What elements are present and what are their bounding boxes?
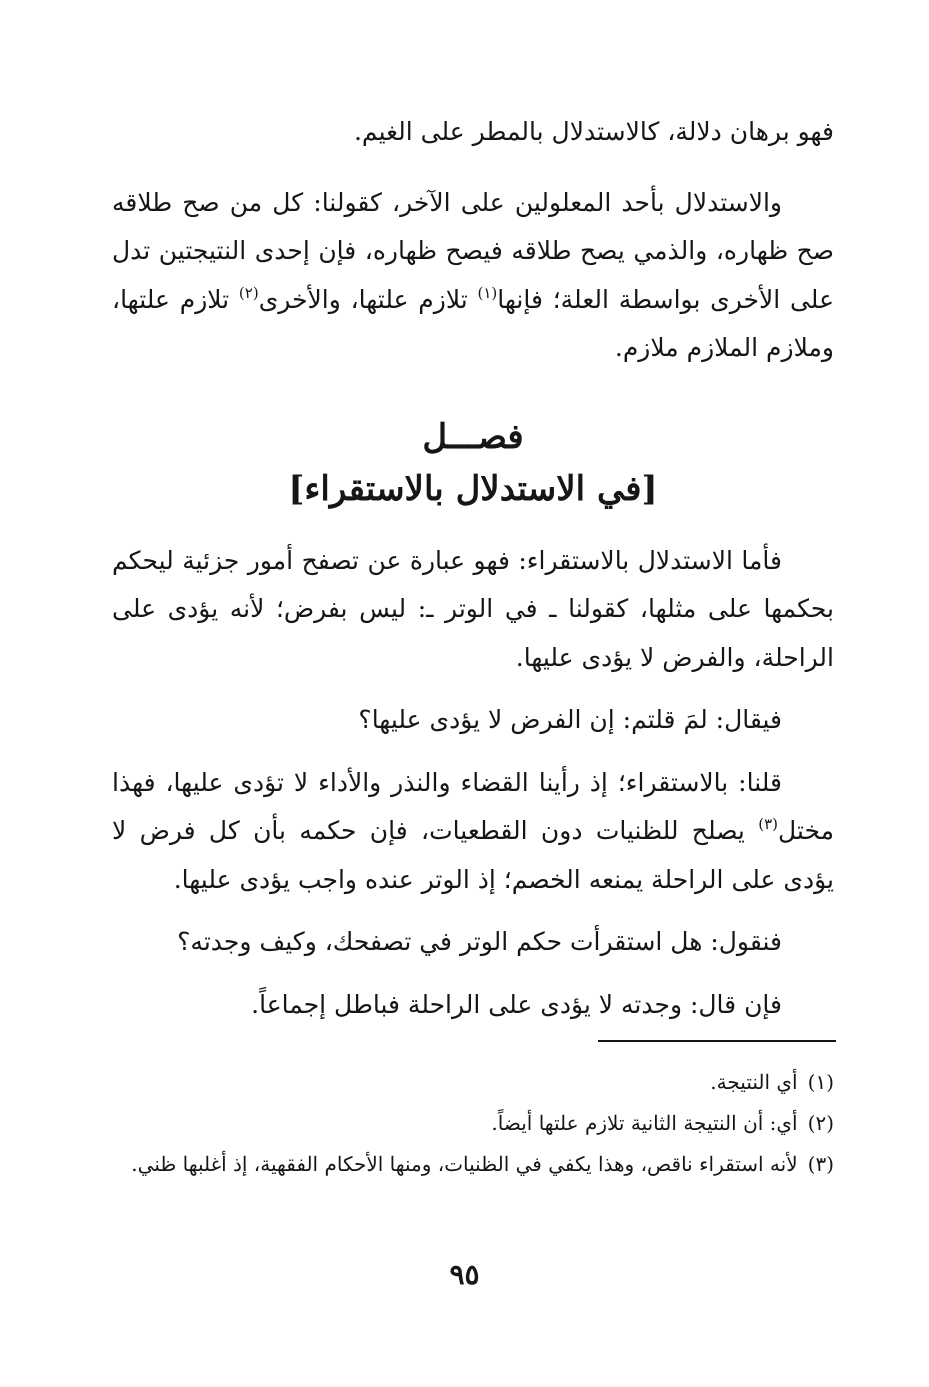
section-heading [112,411,834,515]
footnote-item [112,1103,834,1144]
footnote-text: أي: أن النتيجة الثانية تلازم علتها أيضاً. [491,1111,798,1135]
footnote-number: (٣) [807,1152,834,1176]
paragraph-7 [112,981,834,1030]
paragraph-7-text: فإن قال: وجدته لا يؤدى على الراحلة فباطل إجماعاً. [251,989,782,1019]
paragraph-4-text: فيقال: لمَ قلتم: إن الفرض لا يؤدى عليها؟ [358,705,782,734]
main-text [112,108,834,1043]
footnote-ref-1[interactable]: (١) [477,283,498,302]
paragraph-1 [112,108,834,157]
footnote-text: لأنه استقراء ناقص، وهذا يكفي في الظنيات، ومنها الأحكام الفقهية، إذ أغلبها ظني. [131,1152,798,1176]
paragraph-6 [112,918,834,967]
page-number: ٩٥ [449,1258,480,1291]
paragraph-5-text-b: يصلح للظنيات دون القطعيات، فإن حكمه بأن كل فرض لا يؤدى على الراحلة يمنعه الخصم؛ إذ الوتر عنده واجب يؤدى عليها. [112,816,834,894]
paragraph-3-text: فأما الاستدلال بالاستقراء: فهو عبارة عن تصفح أمور جزئية ليحكم بحكمها على مثلها، كقولنا ـ في الوتر ـ: ليس بفرض؛ لأنه يؤدى على الراحلة، والفرض لا يؤدى عليها. [112,545,834,672]
paragraph-2-text-c: تلازم علتها، وملازم الملازم ملازم. [112,284,834,362]
paragraph-2-text-b: تلازم علتها، والأخرى [258,284,478,314]
footnote-text: أي النتيجة. [710,1070,798,1094]
footnote-item [112,1144,834,1185]
paragraph-6-text: فنقول: هل استقرأت حكم الوتر في تصفحك، وكيف وجدته؟ [177,927,782,956]
footnote-ref-3[interactable]: (٣) [758,815,778,833]
footnote-ref-2[interactable]: (٢) [238,283,259,302]
footnote-number: (١) [807,1070,834,1094]
paragraph-1-text: فهو برهان دلالة، كالاستدلال بالمطر على الغيم. [353,117,834,146]
paragraph-5-text-a: قلنا: بالاستقراء؛ إذ رأينا القضاء والنذر والأداء لا تؤدى عليها، فهذا مختل [112,767,834,845]
footnotes [112,1062,834,1185]
paragraph-4 [112,696,834,745]
footnote-number: (٢) [807,1111,834,1135]
section-subtitle: [في الاستدلال بالاستقراء] [288,468,658,509]
footnote-separator [598,1040,836,1042]
paragraph-2 [112,179,834,373]
paragraph-3 [112,537,834,683]
paragraph-2-text-a: والاستدلال بأحد المعلولين على الآخر، كقولنا: كل من صح طلاقه صح ظهاره، والذمي يصح طلاقه فيصح ظهاره، فإن إحدى النتيجتين تدل على الأخرى بواسطة العلة؛ فإنها [112,187,834,314]
section-title: فصـــل [422,416,524,457]
paragraph-5 [112,759,834,905]
footnote-item [112,1062,834,1103]
